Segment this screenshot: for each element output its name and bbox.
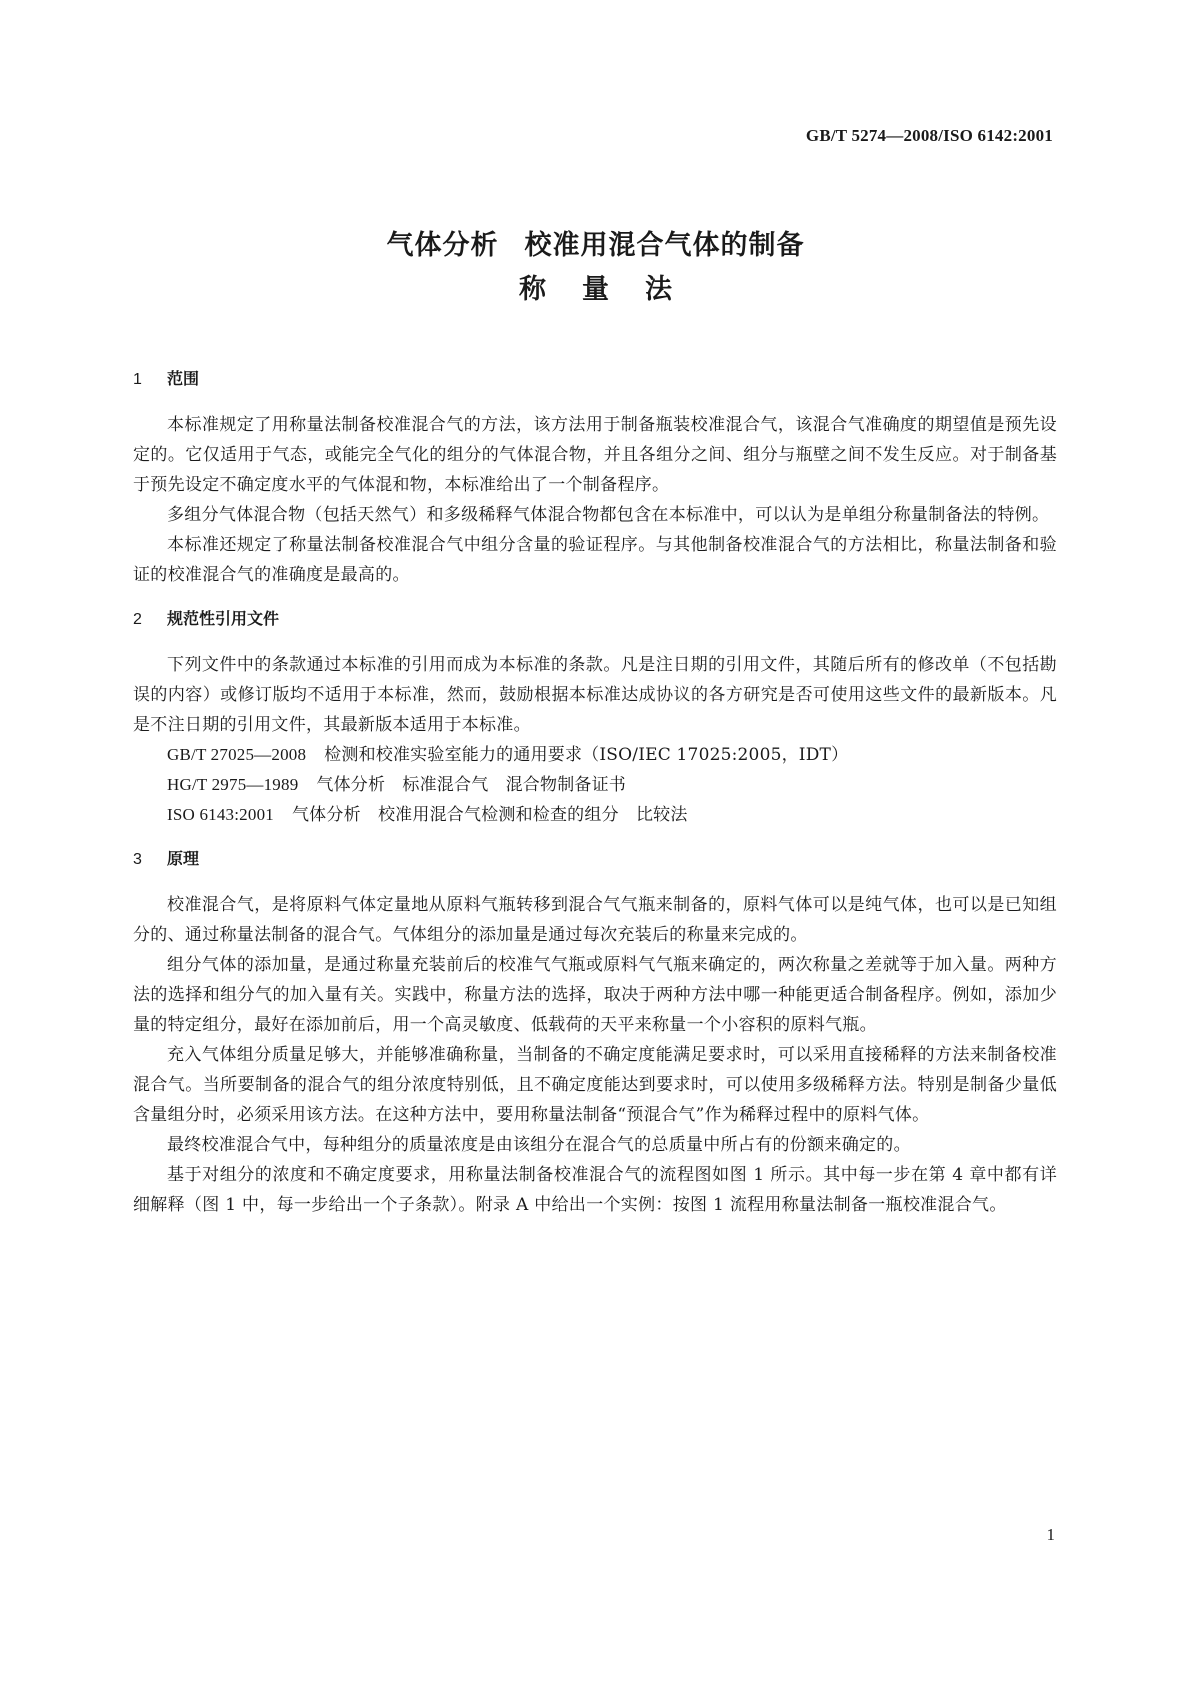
paragraph: 校准混合气，是将原料气体定量地从原料气瓶转移到混合气气瓶来制备的，原料气体可以是纯气体，也可以是已知组分的、通过称量法制备的混合气。气体组分的添加量是通过每次充装后的称量来完成的。	[133, 895, 1057, 945]
title-topic: 校准用混合气体的制备	[524, 230, 805, 261]
paragraph: 基于对组分的浓度和不确定度要求，用称量法制备校准混合气的流程图如图 1 所示。其中每一步在第 4 章中都有详细解释（图 1 中，每一步给出一个子条款）。附录 A 中给出一个实例：按图 1 流程用称量法制备一瓶校准混合气。	[133, 1165, 1057, 1215]
paragraph: 最终校准混合气中，每种组分的质量浓度是由该组分在混合气的总质量中所占有的份额来确定的。	[167, 1135, 911, 1155]
title-line-1	[0, 226, 1191, 266]
title-line-2: 称量法	[519, 274, 708, 305]
reference-code: ISO 6143:2001	[167, 805, 274, 824]
section-title: 范围	[167, 369, 200, 388]
paragraph: 充入气体组分质量足够大，并能够准确称量，当制备的不确定度能满足要求时，可以采用直接稀释的方法来制备校准混合气。当所要制备的混合气的组分浓度特别低，且不确定度能达到要求时，可以使用多级稀释方法。特别是制备少量低含量组分时，必须采用该方法。在这种方法中，要用称量法制备“预混合气”作为稀释过程中的原料气体。	[133, 1045, 1057, 1125]
reference-code: GB/T 27025—2008	[167, 745, 307, 764]
section-heading-principle	[133, 844, 1057, 874]
section-number: 1	[133, 371, 142, 388]
section-title: 原理	[167, 849, 200, 868]
section-number: 3	[133, 851, 142, 868]
section-number: 2	[133, 611, 142, 628]
reference-title: 检测和校准实验室能力的通用要求（ISO/IEC 17025:2005，IDT）	[324, 745, 849, 765]
paragraph: 本标准规定了用称量法制备校准混合气的方法，该方法用于制备瓶装校准混合气，该混合气准确度的期望值是预先设定的。它仅适用于气态，或能完全气化的组分的气体混合物，并且各组分之间、组分与瓶壁之间不发生反应。对于制备基于预先设定不确定度水平的气体混和物，本标准给出了一个制备程序。	[133, 415, 1057, 495]
reference-code: HG/T 2975—1989	[167, 775, 299, 794]
section-heading-scope	[133, 364, 1057, 394]
reference-item	[133, 740, 1057, 770]
reference-title: 气体分析 校准用混合气检测和检查的组分 比较法	[291, 805, 688, 825]
reference-title: 气体分析 标准混合气 混合物制备证书	[316, 775, 627, 795]
section-title: 规范性引用文件	[167, 609, 280, 628]
paragraph: 下列文件中的条款通过本标准的引用而成为本标准的条款。凡是注日期的引用文件，其随后所有的修改单（不包括勘误的内容）或修订版均不适用于本标准，然而，鼓励根据本标准达成协议的各方研究是否可使用这些文件的最新版本。凡是不注日期的引用文件，其最新版本适用于本标准。	[133, 655, 1057, 735]
standard-number: GB/T 5274—2008/ISO 6142:2001	[805, 126, 1053, 145]
document-title	[0, 226, 1191, 310]
title-subject: 气体分析	[386, 230, 499, 261]
document-body	[133, 364, 1057, 1220]
page-number: 1	[1046, 1525, 1055, 1544]
section-heading-normative-references	[133, 604, 1057, 634]
reference-item	[133, 800, 1057, 830]
reference-item	[133, 770, 1057, 800]
paragraph: 多组分气体混合物（包括天然气）和多级稀释气体混合物都包含在本标准中，可以认为是单组分称量制备法的特例。	[167, 505, 1050, 525]
paragraph: 组分气体的添加量，是通过称量充装前后的校准气气瓶或原料气气瓶来确定的，两次称量之差就等于加入量。两种方法的选择和组分气的加入量有关。实践中，称量方法的选择，取决于两种方法中哪一种能更适合制备程序。例如，添加少量的特定组分，最好在添加前后，用一个高灵敏度、低载荷的天平来称量一个小容积的原料气瓶。	[133, 955, 1057, 1035]
paragraph: 本标准还规定了称量法制备校准混合气中组分含量的验证程序。与其他制备校准混合气的方法相比，称量法制备和验证的校准混合气的准确度是最高的。	[133, 535, 1057, 585]
